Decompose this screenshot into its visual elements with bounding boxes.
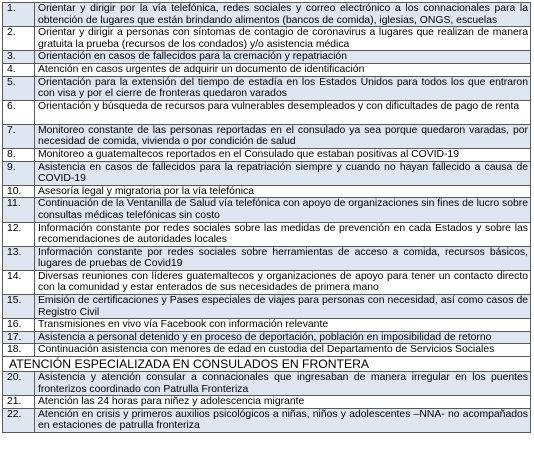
row-text: Orientar y dirigir por la vía telefónica, redes sociales y correo electrónico a los connacionales para la obtención de lugares que están brindando alimentos (bancos de comida), iglesias, ONGS, escuelas: [35, 3, 531, 27]
row-number: 2.: [3, 27, 35, 51]
section-header: ATENCIÓN ESPECIALIZADA EN CONSULADOS EN FRONTERA: [3, 357, 531, 372]
row-text: Monitoreo constante de las personas reportadas en el consulado ya sea porque quedaron varadas, por necesidad de comida, vivienda o por condición de salud: [35, 124, 531, 148]
row-text: Asesoría legal y migratoria por la vía telefónica: [35, 185, 531, 198]
row-text: Asistencia en casos de fallecidos para la repatriación siempre y cuando no hayan fallecido a causa de COVID-19: [35, 161, 531, 185]
row-number: 1.: [3, 3, 35, 27]
table-row: [3, 222, 531, 246]
row-text: Información constante por redes sociales sobre herramientas de acceso a comida, recursos básicos, lugares de pruebas de Covid19: [35, 246, 531, 270]
table-row: [3, 198, 531, 222]
table-row: [3, 51, 531, 64]
table-row: [3, 185, 531, 198]
row-number: 15.: [3, 295, 35, 319]
section-header-row: [3, 357, 531, 372]
table-row: [3, 161, 531, 185]
row-text: Atención en crisis y primeros auxilios psicológicos a niñas, niños y adolescentes –NNA- no acompañados en estaciones de patrulla fronteriza: [35, 408, 531, 432]
table-row: [3, 408, 531, 432]
row-number: 8.: [3, 148, 35, 161]
row-text: Atención las 24 horas para niñez y adolescencia migrante: [35, 396, 531, 409]
row-number: 16.: [3, 319, 35, 332]
row-text: Monitoreo a guatemaltecos reportados en el Consulado que estaban positivas al COVID-19: [35, 148, 531, 161]
row-number: 12.: [3, 222, 35, 246]
table-row: [3, 27, 531, 51]
row-number: 10.: [3, 185, 35, 198]
row-text: Orientación y búsqueda de recursos para vulnerables desempleados y con dificultades de pago de renta: [35, 100, 531, 124]
row-number: 7.: [3, 124, 35, 148]
table-row: [3, 246, 531, 270]
table-row: [3, 295, 531, 319]
row-text: Continuación de la Ventanilla de Salud vía telefónica con apoyo de organizaciones sin fines de lucro sobre consultas médicas telefónicas sin costo: [35, 198, 531, 222]
row-number: 18.: [3, 344, 35, 357]
row-number: 9.: [3, 161, 35, 185]
row-number: 21.: [3, 396, 35, 409]
table-row: [3, 331, 531, 344]
row-text: Asistencia y atención consular a connacionales que ingresaban de manera irregular en los puentes fronterizos coordinado con Patrulla Fronteriza: [35, 372, 531, 396]
table-row: [3, 148, 531, 161]
row-text: Orientación en casos de fallecidos para la cremación y repatriación: [35, 51, 531, 64]
row-number: 6.: [3, 100, 35, 124]
row-text: Diversas reuniones con líderes guatemaltecos y organizaciones de apoyo para tener un contacto directo con la comunidad y estar enterados de sus necesidades de primera mano: [35, 270, 531, 294]
row-number: 5.: [3, 76, 35, 100]
row-text: Orientación para la extensión del tiempo de estadía en los Estados Unidos para todos los que entraron con visa y por el cierre de fronteras quedaron varados: [35, 76, 531, 100]
row-text: Transmisiones en vivo vía Facebook con información relevante: [35, 319, 531, 332]
table-row: [3, 319, 531, 332]
table-row: [3, 270, 531, 294]
table-row: [3, 344, 531, 357]
row-number: 22.: [3, 408, 35, 432]
table-row: [3, 100, 531, 124]
table-row: [3, 372, 531, 396]
row-number: 13.: [3, 246, 35, 270]
row-number: 3.: [3, 51, 35, 64]
row-text: Información constante por redes sociales sobre las medidas de prevención en cada Estados y sobre las recomendaciones de autoridades locales: [35, 222, 531, 246]
table-row: [3, 124, 531, 148]
row-text: Orientar y dirigir a personas con síntomas de contagio de coronavirus a lugares que realizan de manera gratuita la prueba (recursos de los condados) y/o asistencia médica: [35, 27, 531, 51]
row-text: Continuación asistencia con menores de edad en custodia del Departamento de Servicios Sociales: [35, 344, 531, 357]
table-row: [3, 76, 531, 100]
row-number: 14.: [3, 270, 35, 294]
row-number: 11.: [3, 198, 35, 222]
table-row: [3, 63, 531, 76]
row-number: 4.: [3, 63, 35, 76]
row-text: Asistencia a personal detenido y en proceso de deportación, población en imposibilidad de retorno: [35, 331, 531, 344]
services-table: [2, 2, 531, 433]
table-row: [3, 3, 531, 27]
row-text: Emisión de certificaciones y Pases especiales de viajes para personas con necesidad, así como casos de Registro Civil: [35, 295, 531, 319]
row-text: Atención en casos urgentes de adquirir un documento de identificación: [35, 63, 531, 76]
table-row: [3, 396, 531, 409]
row-number: 20.: [3, 372, 35, 396]
row-number: 17.: [3, 331, 35, 344]
